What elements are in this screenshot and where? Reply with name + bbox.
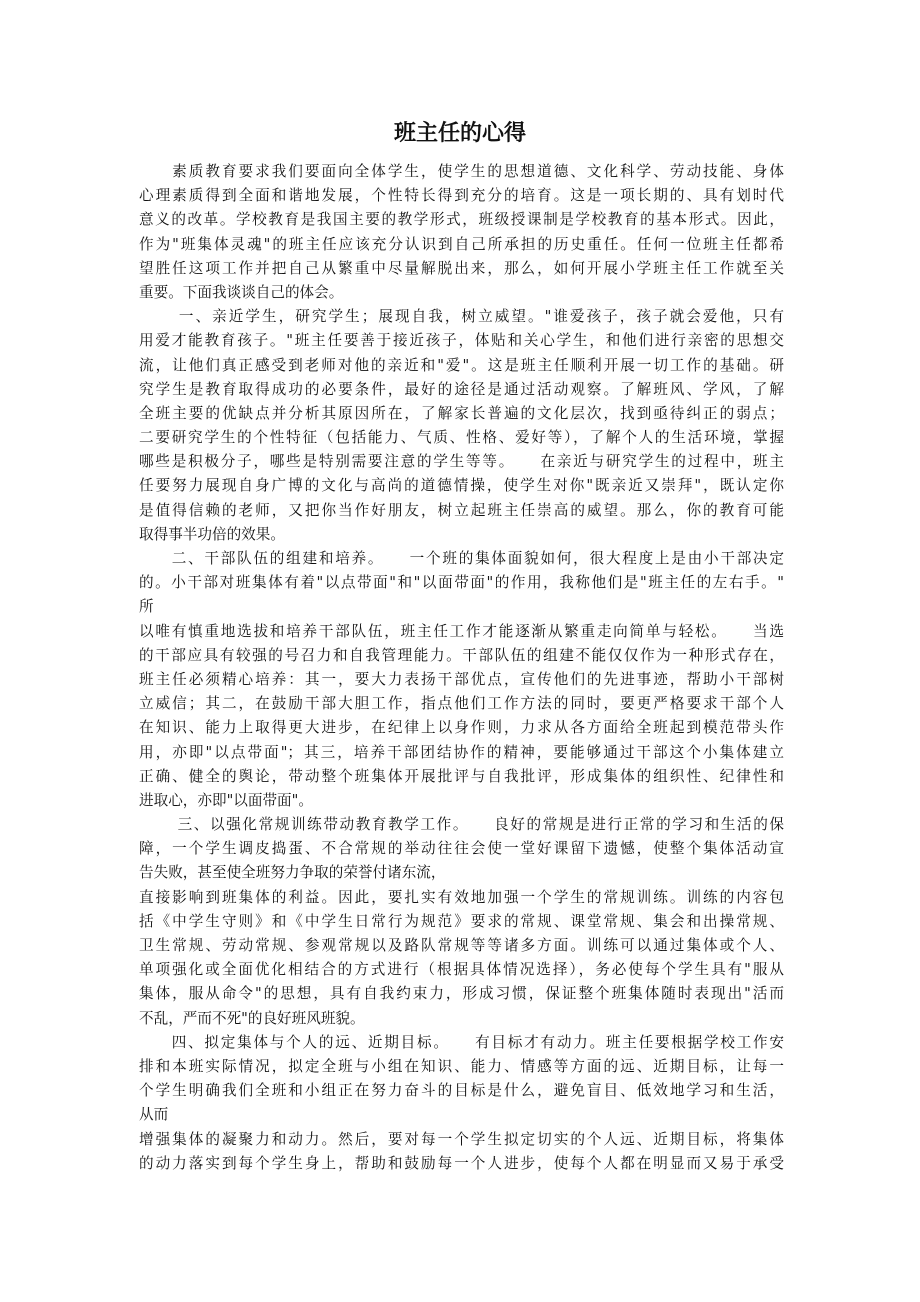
text-line: 立威信；其二，在鼓励干部大胆工作，指点他们工作方法的同时，要更严格要求干部个人: [139, 695, 784, 713]
text-line: 流，让他们真正感受到老师对他的亲近和"爱"。这是班主任顺利开展一切工作的基础。研: [139, 356, 784, 374]
text-line: 在知识、能力上取得更大进步，在纪律上以身作则，力求从各方面给全班起到模范带头作: [139, 719, 784, 737]
text-line: 直接影响到班集体的利益。因此，要扎实有效地加强一个学生的常规训练。训练的内容包: [139, 888, 784, 906]
text-line: 全班主要的优缺点并分析其原因所在，了解家长普遍的文化层次，找到亟待纠正的弱点；: [139, 404, 784, 422]
text-line: 心理素质得到全面和谐地发展，个性特长得到充分的培育。这是一项长期的、具有划时代: [139, 187, 784, 205]
text-line: 从而: [139, 1106, 169, 1124]
text-line: 正确、健全的舆论，带动整个班集体开展批评与自我批评，形成集体的组织性、纪律性和: [139, 767, 784, 785]
text-line: 意义的改革。学校教育是我国主要的教学形式，班级授课制是学校教育的基本形式。因此，: [139, 211, 784, 229]
text-line: 素质教育要求我们要面向全体学生，使学生的思想道德、文化科学、劳动技能、身体: [139, 163, 784, 180]
text-line: 一、亲近学生，研究学生；展现自我，树立威望。"谁爱孩子，孩子就会爱他，只有: [139, 308, 784, 326]
text-line: 增强集体的凝聚力和动力。然后，要对每一个学生拟定切实的个人远、近期目标，将集体: [139, 1130, 784, 1148]
text-line: 三、以强化常规训练带动教育教学工作。 良好的常规是进行正常的学习和生活的保: [139, 816, 784, 834]
text-line: 括《中学生守则》和《中学生日常行为规范》要求的常规、课堂常规、集会和出操常规、: [139, 912, 784, 930]
text-line: 不乱，严而不死"的良好班风班貌。: [139, 1009, 365, 1027]
text-line: 二、干部队伍的组建和培养。 一个班的集体面貌如何，很大程度上是由小干部决定: [139, 550, 784, 567]
text-line: 重要。下面我谈谈自己的体会。: [139, 283, 344, 301]
text-line: 障，一个学生调皮捣蛋、不合常规的举动往往会使一堂好课留下遗憾，使整个集体活动宣: [139, 840, 784, 858]
text-line: 所: [139, 598, 154, 616]
text-line: 的干部应具有较强的号召力和自我管理能力。干部队伍的组建不能仅仅作为一种形式存在，: [139, 646, 784, 664]
text-line: 个学生明确我们全班和小组正在努力奋斗的目标是什么，避免盲目、低效地学习和生活，: [139, 1082, 784, 1100]
text-line: 排和本班实际情况，拟定全班与小组在知识、能力、情感等方面的远、近期目标，让每一: [139, 1057, 784, 1075]
text-line: 的。小干部对班集体有着"以点带面"和"以面带面"的作用，我称他们是"班主任的左右手。": [139, 574, 784, 592]
text-line: 望胜任这项工作并把自己从繁重中尽量解脱出来，那么，如何开展小学班主任工作就至关: [139, 259, 784, 277]
text-line: 的动力落实到每个学生身上，帮助和鼓励每一个人进步，使每个人都在明显而又易于承受: [139, 1154, 784, 1172]
text-line: 告失败，甚至使全班努力争取的荣誉付诸东流，: [139, 864, 446, 882]
text-line: 是值得信赖的老师，又把你当作好朋友，树立起班主任崇高的威望。那么，你的教育可能: [139, 501, 784, 519]
text-line: 卫生常规、劳动常规、参观常规以及路队常规等等诸多方面。训练可以通过集体或个人、: [139, 937, 784, 954]
text-line: 单项强化或全面优化相结合的方式进行（根据具体情况选择），务必使每个学生具有"服从: [139, 961, 784, 979]
text-line: 任要努力展现自身广博的文化与高尚的道德情操，使学生对你"既亲近又崇拜"，既认定你: [139, 477, 784, 495]
text-line: 究学生是教育取得成功的必要条件，最好的途径是通过活动观察。了解班风、学风，了解: [139, 380, 784, 398]
text-line: 二要研究学生的个性特征（包括能力、气质、性格、爱好等），了解个人的生活环境，掌握: [139, 429, 784, 447]
document-body: [139, 160, 784, 1176]
text-line: 集体，服从命令"的思想，具有自我约束力，形成习惯，保证整个班集体随时表现出"活而: [139, 985, 784, 1003]
text-line: 作为"班集体灵魂"的班主任应该充分认识到自己所承担的历史重任。任何一位班主任都希: [139, 235, 784, 253]
text-line: 四、拟定集体与个人的远、近期目标。 有目标才有动力。班主任要根据学校工作安: [139, 1033, 784, 1051]
text-line: 以唯有慎重地选拔和培养干部队伍，班主任工作才能逐渐从繁重走向简单与轻松。 当选: [139, 622, 784, 640]
text-line: 班主任必须精心培养：其一，要大力表扬干部优点，宣传他们的先进事迹，帮助小干部树: [139, 670, 784, 688]
document-title: 班主任的心得: [393, 121, 526, 146]
text-line: 用，亦即"以点带面"；其三，培养干部团结协作的精神，要能够通过干部这个小集体建立: [139, 743, 784, 761]
text-line: 用爱才能教育孩子。"班主任要善于接近孩子，体贴和关心学生，和他们进行亲密的思想交: [139, 332, 784, 350]
text-line: 哪些是积极分子，哪些是特别需要注意的学生等等。 在亲近与研究学生的过程中，班主: [139, 453, 784, 471]
text-line: 进取心，亦即"以面带面"。: [139, 791, 313, 809]
text-line: 取得事半功倍的效果。: [139, 525, 285, 543]
